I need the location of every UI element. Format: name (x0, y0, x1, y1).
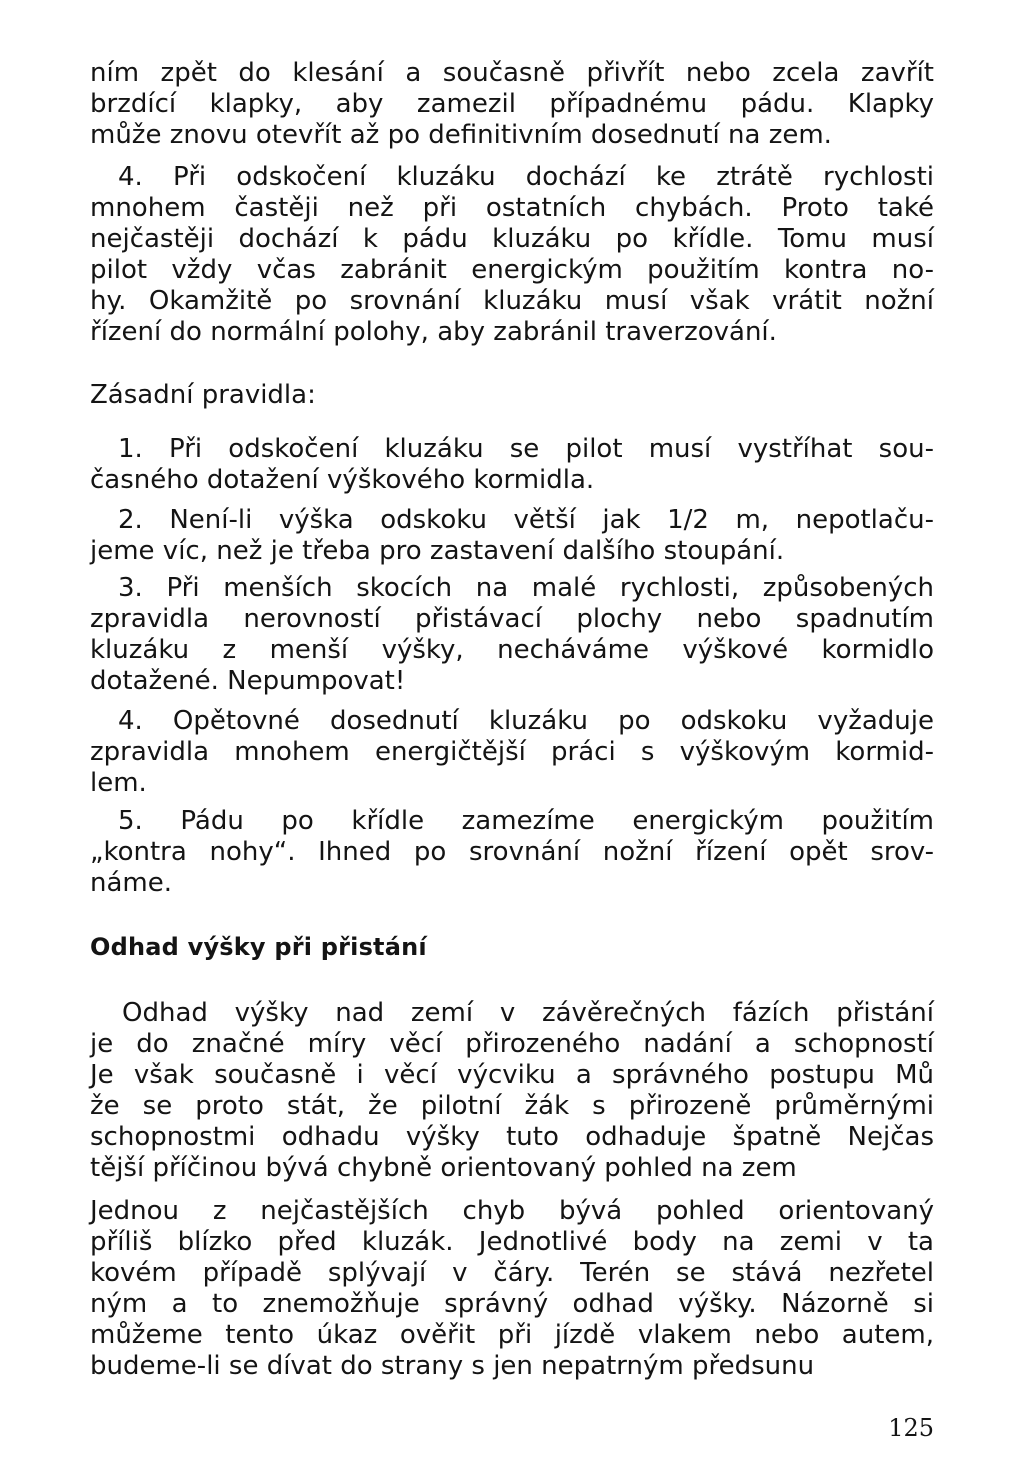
text-line: náme. (90, 868, 172, 898)
text-line: nejčastěji dochází k pádu kluzáku po křídle. Tomu musí (90, 224, 934, 254)
page-number: 125 (888, 1414, 934, 1442)
text-line: zpravidla nerovností přistávací plochy nebo spadnutím (90, 604, 934, 634)
text-line: hy. Okamžitě po srovnání kluzáku musí však vrátit nožní (90, 286, 934, 316)
text-line: dotažené. Nepumpovat! (90, 666, 406, 696)
text-line: ným a to znemožňuje správný odhad výšky. Názorně si (90, 1289, 934, 1319)
text-line: lem. (90, 768, 147, 798)
rule-3 (90, 573, 934, 697)
text-line: 2. Není-li výška odskoku větší jak 1/2 m, nepotlaču- (118, 505, 934, 535)
section-paragraph-1 (90, 998, 934, 1184)
rule-2 (90, 505, 934, 567)
text-line: Odhad výšky nad zemí v závěrečných fázích přistání (122, 998, 934, 1028)
text-line: pilot vždy včas zabránit energickým použitím kontra no- (90, 255, 934, 285)
section-paragraph-2 (90, 1196, 934, 1382)
paragraph-continuation (90, 58, 934, 151)
rule-1 (90, 434, 934, 496)
text-line: 1. Při odskočení kluzáku se pilot musí vystříhat sou- (118, 434, 934, 464)
text-line: 4. Opětovné dosednutí kluzáku po odskoku vyžaduje (118, 706, 934, 736)
text-line: můžeme tento úkaz ověřit při jízdě vlakem nebo autem, (90, 1320, 934, 1350)
text-line: zpravidla mnohem energičtější práci s výškovým kormid- (90, 737, 934, 767)
text-line: brzdící klapky, aby zamezil případnému pádu. Klapky (90, 89, 934, 119)
text-line: kovém případě splývají v čáry. Terén se stává nezřetel (90, 1258, 934, 1288)
text-line: Jednou z nejčastějších chyb bývá pohled orientovaný (90, 1196, 934, 1226)
text-line: schopnostmi odhadu výšky tuto odhaduje špatně Nejčas (90, 1122, 934, 1152)
text-line: jeme víc, než je třeba pro zastavení dalšího stoupání. (90, 536, 785, 566)
text-line: kluzáku z menší výšky, necháváme výškové kormidlo (90, 635, 934, 665)
text-line: „kontra nohy“. Ihned po srovnání nožní řízení opět srov- (90, 837, 934, 867)
text-line: časného dotažení výškového kormidla. (90, 465, 595, 495)
paragraph-point-4 (90, 162, 934, 348)
text-line: budeme-li se dívat do strany s jen nepatrným předsunu (90, 1351, 815, 1381)
text-line: příliš blízko před kluzák. Jednotlivé body na zemi v ta (90, 1227, 934, 1257)
rule-4 (90, 706, 934, 799)
text-line: řízení do normální polohy, aby zabránil traverzování. (90, 317, 777, 347)
text-line: může znovu otevřít až po definitivním dosednutí na zem. (90, 120, 832, 150)
rule-5 (90, 806, 934, 899)
text-line: mnohem častěji než při ostatních chybách. Proto také (90, 193, 934, 223)
section-heading: Odhad výšky při přistání (90, 933, 427, 961)
text-line: 5. Pádu po křídle zamezíme energickým použitím (118, 806, 934, 836)
text-line: tější příčinou bývá chybně orientovaný pohled na zem (90, 1153, 797, 1183)
text-line: 4. Při odskočení kluzáku dochází ke ztrátě rychlosti (118, 162, 934, 192)
text-line: ním zpět do klesání a současně přivřít nebo zcela zavřít (90, 58, 934, 88)
text-line: Je však současně i věcí výcviku a správného postupu Mů (90, 1060, 934, 1090)
text-line: že se proto stát, že pilotní žák s přirozeně průměrnými (90, 1091, 934, 1121)
rules-label: Zásadní pravidla: (90, 380, 316, 410)
text-line: je do značné míry věcí přirozeného nadání a schopností (90, 1029, 934, 1059)
text-line: 3. Při menších skocích na malé rychlosti, způsobených (118, 573, 934, 603)
